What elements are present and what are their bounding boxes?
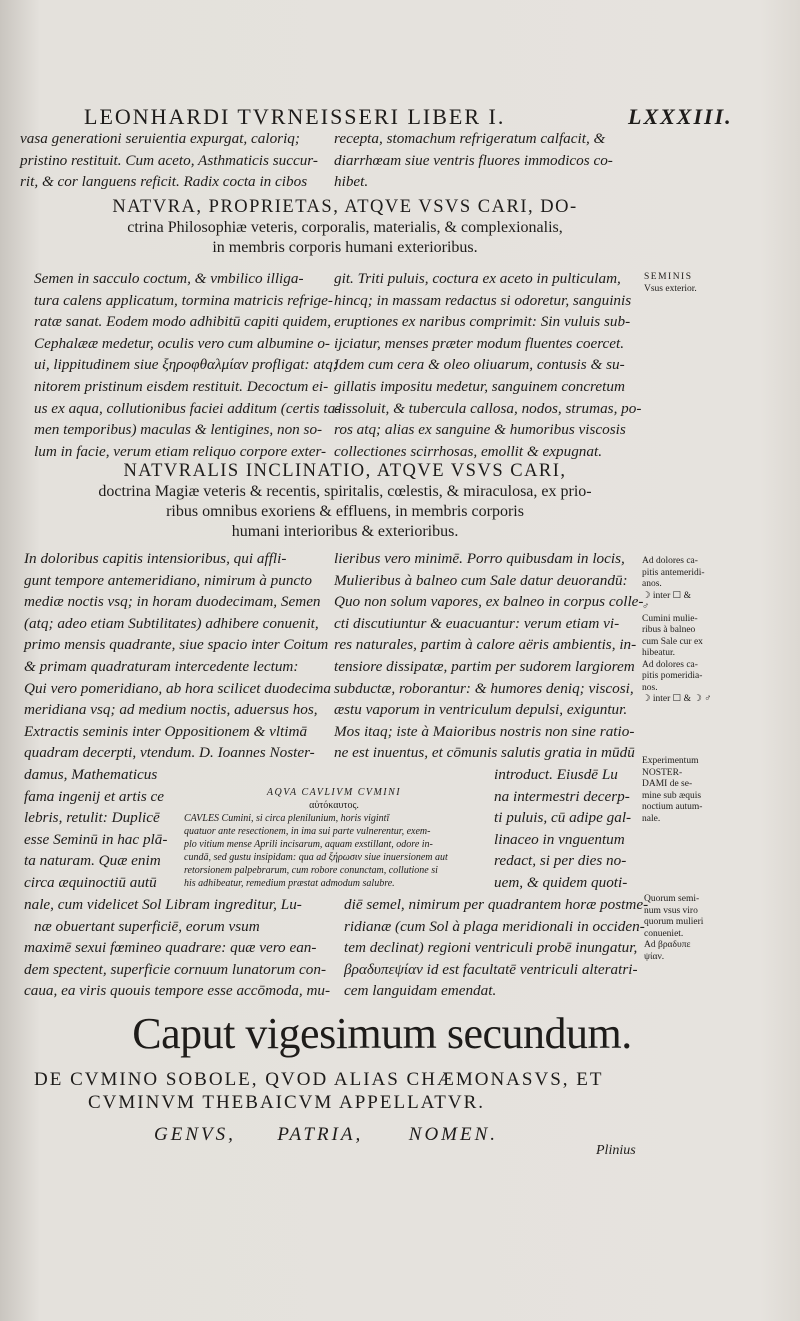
text-line: collectiones scirrhosas, emollit & expugnat. xyxy=(334,442,602,460)
note-line: nos. xyxy=(642,682,658,693)
section2-right-tail xyxy=(344,894,649,1002)
note-line: quorum mulieri xyxy=(644,917,704,927)
margin-note-quorum xyxy=(644,894,703,963)
section-heading-natura xyxy=(40,196,650,258)
text-line: his adhibeatur, remedium præstat admodum salubre. xyxy=(184,878,395,889)
text-line: uem, & quidem quoti- xyxy=(494,873,628,891)
text-line: dissoluit, & tubercula callosa, nodos, strumas, po- xyxy=(334,399,642,417)
note-line: mine sub æquis xyxy=(642,790,702,801)
section2-right-column xyxy=(334,548,644,764)
section-title: NATVRA, PROPRIETAS, ATQVE VSVS CARI, DO- xyxy=(112,197,578,217)
section-subtitle: doctrina Magiæ veteris & recentis, spiritalis, cœlestis, & miraculosa, ex prio- xyxy=(98,483,592,500)
text-line: & primam quadraturam intercedente lectum: xyxy=(24,657,299,675)
text-line: retorsionem palpebrarum, cum robore conunctam, collutione si xyxy=(184,865,438,876)
note-line: SEMINIS xyxy=(644,272,693,282)
chapter-subtitle xyxy=(34,1068,603,1114)
top-left-column xyxy=(20,128,320,193)
aqua-caulium-inset xyxy=(184,786,484,890)
text-line: gillatis impositu medetur, sanguinem concretum xyxy=(334,377,625,395)
text-line: plo vitium mense Aprili incisarum, aquam exstillant, odore in- xyxy=(184,839,433,850)
note-line: NOSTER- xyxy=(642,767,683,778)
margin-notes-dolores xyxy=(642,556,711,706)
text-line: hibet. xyxy=(334,173,369,191)
genus-heading xyxy=(154,1124,498,1146)
text-line: damus, Mathematicus xyxy=(24,766,158,783)
text-line: ros atq; alias ex sanguine & humoribus viscosis xyxy=(334,421,626,439)
note-line: hibeatur. xyxy=(642,648,675,658)
section-subtitle: in membris corporis humani exterioribus. xyxy=(212,239,478,256)
text-line: lieribus vero minimē. Porro quibusdam in locis, xyxy=(334,550,625,567)
text-line: CAVLES Cumini, si circa plenilunium, horis vigintī xyxy=(184,813,390,824)
text-line: dem spectent, superficie cornuum lunatorum con- xyxy=(24,960,326,978)
text-line: caua, ea viris quouis tempore esse accōmoda, mu- xyxy=(24,982,331,1000)
text-line: eruptiones ex naribus comprimit: Sin vuluis sub- xyxy=(334,313,631,331)
note-line: DAMI de se- xyxy=(642,779,693,789)
text-line: Cephalææ medetur, oculis vero cum albumine o- xyxy=(34,334,330,352)
text-line: fama ingenij et artis ce xyxy=(24,787,165,805)
text-line: ne est inuentus, et cōmunis salutis gratia in mūdū xyxy=(334,744,635,762)
text-line: redact, si per dies no- xyxy=(494,852,627,870)
note-line: noctium autum- xyxy=(642,802,703,812)
section2-left-narrow xyxy=(24,764,168,894)
text-line: (atq; adeo etiam Subtilitates) adhibere conuenit, xyxy=(24,614,319,632)
section-heading-naturalis xyxy=(40,460,650,542)
section1-right-column xyxy=(334,268,642,462)
text-line: recepta, stomachum refrigeratum calfacit, & xyxy=(334,130,606,147)
folio-number: LXXXIII. xyxy=(628,104,733,129)
text-line: lum in facie, verum etiam reliquo corpore exter- xyxy=(34,442,327,460)
text-line: Quo non solum vapores, ex balneo in corpus colle- xyxy=(334,593,644,611)
note-line: conueniet. xyxy=(644,928,684,939)
text-line: Idem cum cera & oleo oliuarum, contusis & su- xyxy=(334,356,625,374)
text-line: cundā, sed gustu insipidam: qua ad ξήρωσιν siue inuersionem aut xyxy=(184,852,448,863)
section-subtitle: ribus omnibus exoriens & effluens, in membris corporis xyxy=(166,503,524,520)
text-line: ratæ sanat. Eodem modo adhibitū capiti quidem, xyxy=(34,313,331,331)
note-line: ♂ xyxy=(642,602,650,612)
text-line: men temporibus) maculas & lentigines, non so- xyxy=(34,421,323,439)
genus-word: GENVS, xyxy=(154,1124,236,1145)
section2-left-column xyxy=(24,548,331,764)
text-line: nitorem pristinum eisdem restituit. Decoctum ei- xyxy=(34,377,329,395)
text-line: tem declinat) regioni ventriculi probē inungatur, xyxy=(344,939,638,957)
text-line: linaceo in vnguentum xyxy=(494,830,625,848)
section-title: NATVRALIS INCLINATIO, ATQVE VSVS CARI, xyxy=(123,461,567,481)
note-line: cum Sale cur ex xyxy=(642,636,703,647)
text-line: cti discutiuntur & euacuantur: verum etiam vi- xyxy=(334,614,620,632)
text-line: næ obuertant superficiē, eorum vsum xyxy=(34,917,260,935)
running-title: LEONHARDI TVRNEISSERI LIBER I. xyxy=(84,104,506,129)
note-line: ☽ inter ☐ & xyxy=(642,590,691,601)
text-line: meridiana vsq; ad medium noctis, aduersus hos, xyxy=(24,701,318,719)
top-right-column xyxy=(334,128,634,193)
text-line: maximē sexui fœmineo quadrare: quæ vero ean- xyxy=(24,939,317,957)
inset-title: AQVA CAVLIVM CVMINI xyxy=(266,787,402,798)
text-line: Mulieribus à balneo cum Sale datur deuorandū: xyxy=(334,571,628,589)
note-line: num vsus viro xyxy=(644,905,698,916)
subtitle-line: DE CVMINO SOBOLE, QVOD ALIAS CHÆMONASVS, ET xyxy=(34,1069,604,1090)
text-line: tura calens applicatum, tormina matricis refrige- xyxy=(34,291,333,309)
text-line: tensiore dissipatæ, partim per sudorem largiorem xyxy=(334,657,635,675)
text-line: diarrhœam siue ventris fluores immodicos co- xyxy=(334,151,613,169)
section-subtitle: ctrina Philosophiæ veteris, corporalis, materialis, & complexionalis, xyxy=(127,219,563,236)
text-line: primo mensis quadrante, siue spacio inter Coitum xyxy=(24,636,329,654)
text-line: quadram decerpti, vtendum. D. Ioannes Noster- xyxy=(24,744,315,762)
text-line: esse Seminū in hac plā- xyxy=(24,830,168,848)
note-line: ☽ inter ☐ & ☽ ♂ xyxy=(642,694,712,704)
text-line: vasa generationi seruientia expurgat, caloriq; xyxy=(20,130,300,147)
text-line: subductæ, roborantur: & humores deniq; viscosi, xyxy=(334,679,634,697)
nomen-word: NOMEN. xyxy=(408,1124,499,1145)
inset-greek: αὐτόκαυτος. xyxy=(309,800,359,811)
text-line: na intermestri decerp- xyxy=(494,787,630,805)
note-line: anos. xyxy=(642,579,662,589)
chapter-title: Caput vigesimum secundum. xyxy=(132,1009,632,1058)
text-line: us ex aqua, collutionibus faciei additum (certis ta- xyxy=(34,399,341,417)
text-line: circa æquinoctiū autū xyxy=(24,873,157,891)
subtitle-line: CVMINVM THEBAICVM APPELLATVR. xyxy=(88,1092,486,1113)
note-line: Quorum semi- xyxy=(644,894,700,904)
text-line: Extractis seminis inter Oppositionem & vltimā xyxy=(24,722,308,740)
patria-word: PATRIA, xyxy=(277,1124,364,1145)
note-line: pitis antemeridi- xyxy=(642,567,705,578)
text-line: cem languidam emendat. xyxy=(344,982,497,1000)
note-line: ψίαν. xyxy=(644,951,665,962)
note-line: pitis pomeridia- xyxy=(642,671,703,681)
note-line: Vsus exterior. xyxy=(644,283,697,294)
text-line: quatuor ante resectionem, in ima sui parte vulnerentur, exem- xyxy=(184,826,431,837)
section2-right-narrow xyxy=(494,764,634,894)
text-line: ti puluis, cū adipe gal- xyxy=(494,809,632,827)
text-line: ta naturam. Quæ enim xyxy=(24,852,161,870)
margin-note-experimentum xyxy=(642,756,702,825)
margin-note-seminis xyxy=(644,272,697,295)
note-line: Cumini mulie- xyxy=(642,613,698,624)
text-line: Semen in sacculo coctum, & vmbilico illiga- xyxy=(34,270,304,287)
note-line: Ad βραδυπε xyxy=(644,940,691,950)
section2-left-tail xyxy=(24,894,334,1002)
note-line: nale. xyxy=(642,813,661,824)
section1-left-column xyxy=(34,268,341,462)
text-line: In doloribus capitis intensioribus, qui affli- xyxy=(24,550,287,567)
text-line: ridianæ (cum Sol à plaga meridionali in occiden- xyxy=(344,917,645,935)
text-line: Qui vero pomeridiano, ab hora scilicet duodecima xyxy=(24,679,331,697)
text-line: git. Triti puluis, coctura ex aceto in pulticulam, xyxy=(334,270,621,287)
text-line: rit, & cor languens reficit. Radix cocta in cibos xyxy=(20,173,308,191)
text-line: ijciatur, menses præter modum fluentes coercet. xyxy=(334,334,625,352)
note-line: Ad dolores ca- xyxy=(642,556,698,566)
text-line: ui, lippitudinem siue ξηροφθαλμίαν profligat: atq; xyxy=(34,356,338,374)
text-line: hincq; in massam redactus si odoretur, sanguinis xyxy=(334,291,632,309)
section-subtitle: humani interioribus & exterioribus. xyxy=(231,523,459,540)
text-line: introduct. Eiusdē Lu xyxy=(494,766,618,783)
text-line: mediæ noctis vsq; in horam duodecimam, Semen xyxy=(24,593,321,611)
note-line: Experimentum xyxy=(642,756,699,766)
note-line: Ad dolores ca- xyxy=(642,659,698,670)
text-line: res naturales, partim à calore aëris ambientis, in- xyxy=(334,636,637,654)
text-line: Mos itaq; iste à Maioribus nostris non sine ratio- xyxy=(334,722,635,740)
text-line: diē semel, nimirum per quadrantem horæ postme- xyxy=(344,896,649,913)
text-line: pristino restituit. Cum aceto, Asthmaticis succur- xyxy=(20,151,318,169)
text-line: βραδυπεψίαν id est facultatē ventriculi alteratri- xyxy=(344,960,638,978)
text-line: nale, cum videlicet Sol Libram ingreditur, Lu- xyxy=(24,896,302,913)
note-line: ribus à balneo xyxy=(642,625,696,635)
text-line: gunt tempore antemeridiano, nimirum à puncto xyxy=(24,571,312,589)
plinius-margin-note: Plinius xyxy=(596,1143,636,1158)
text-line: lebris, retulit: Duplicē xyxy=(24,809,160,827)
text-line: æstu vaporum in ventriculum depulsi, exiguntur. xyxy=(334,701,628,719)
